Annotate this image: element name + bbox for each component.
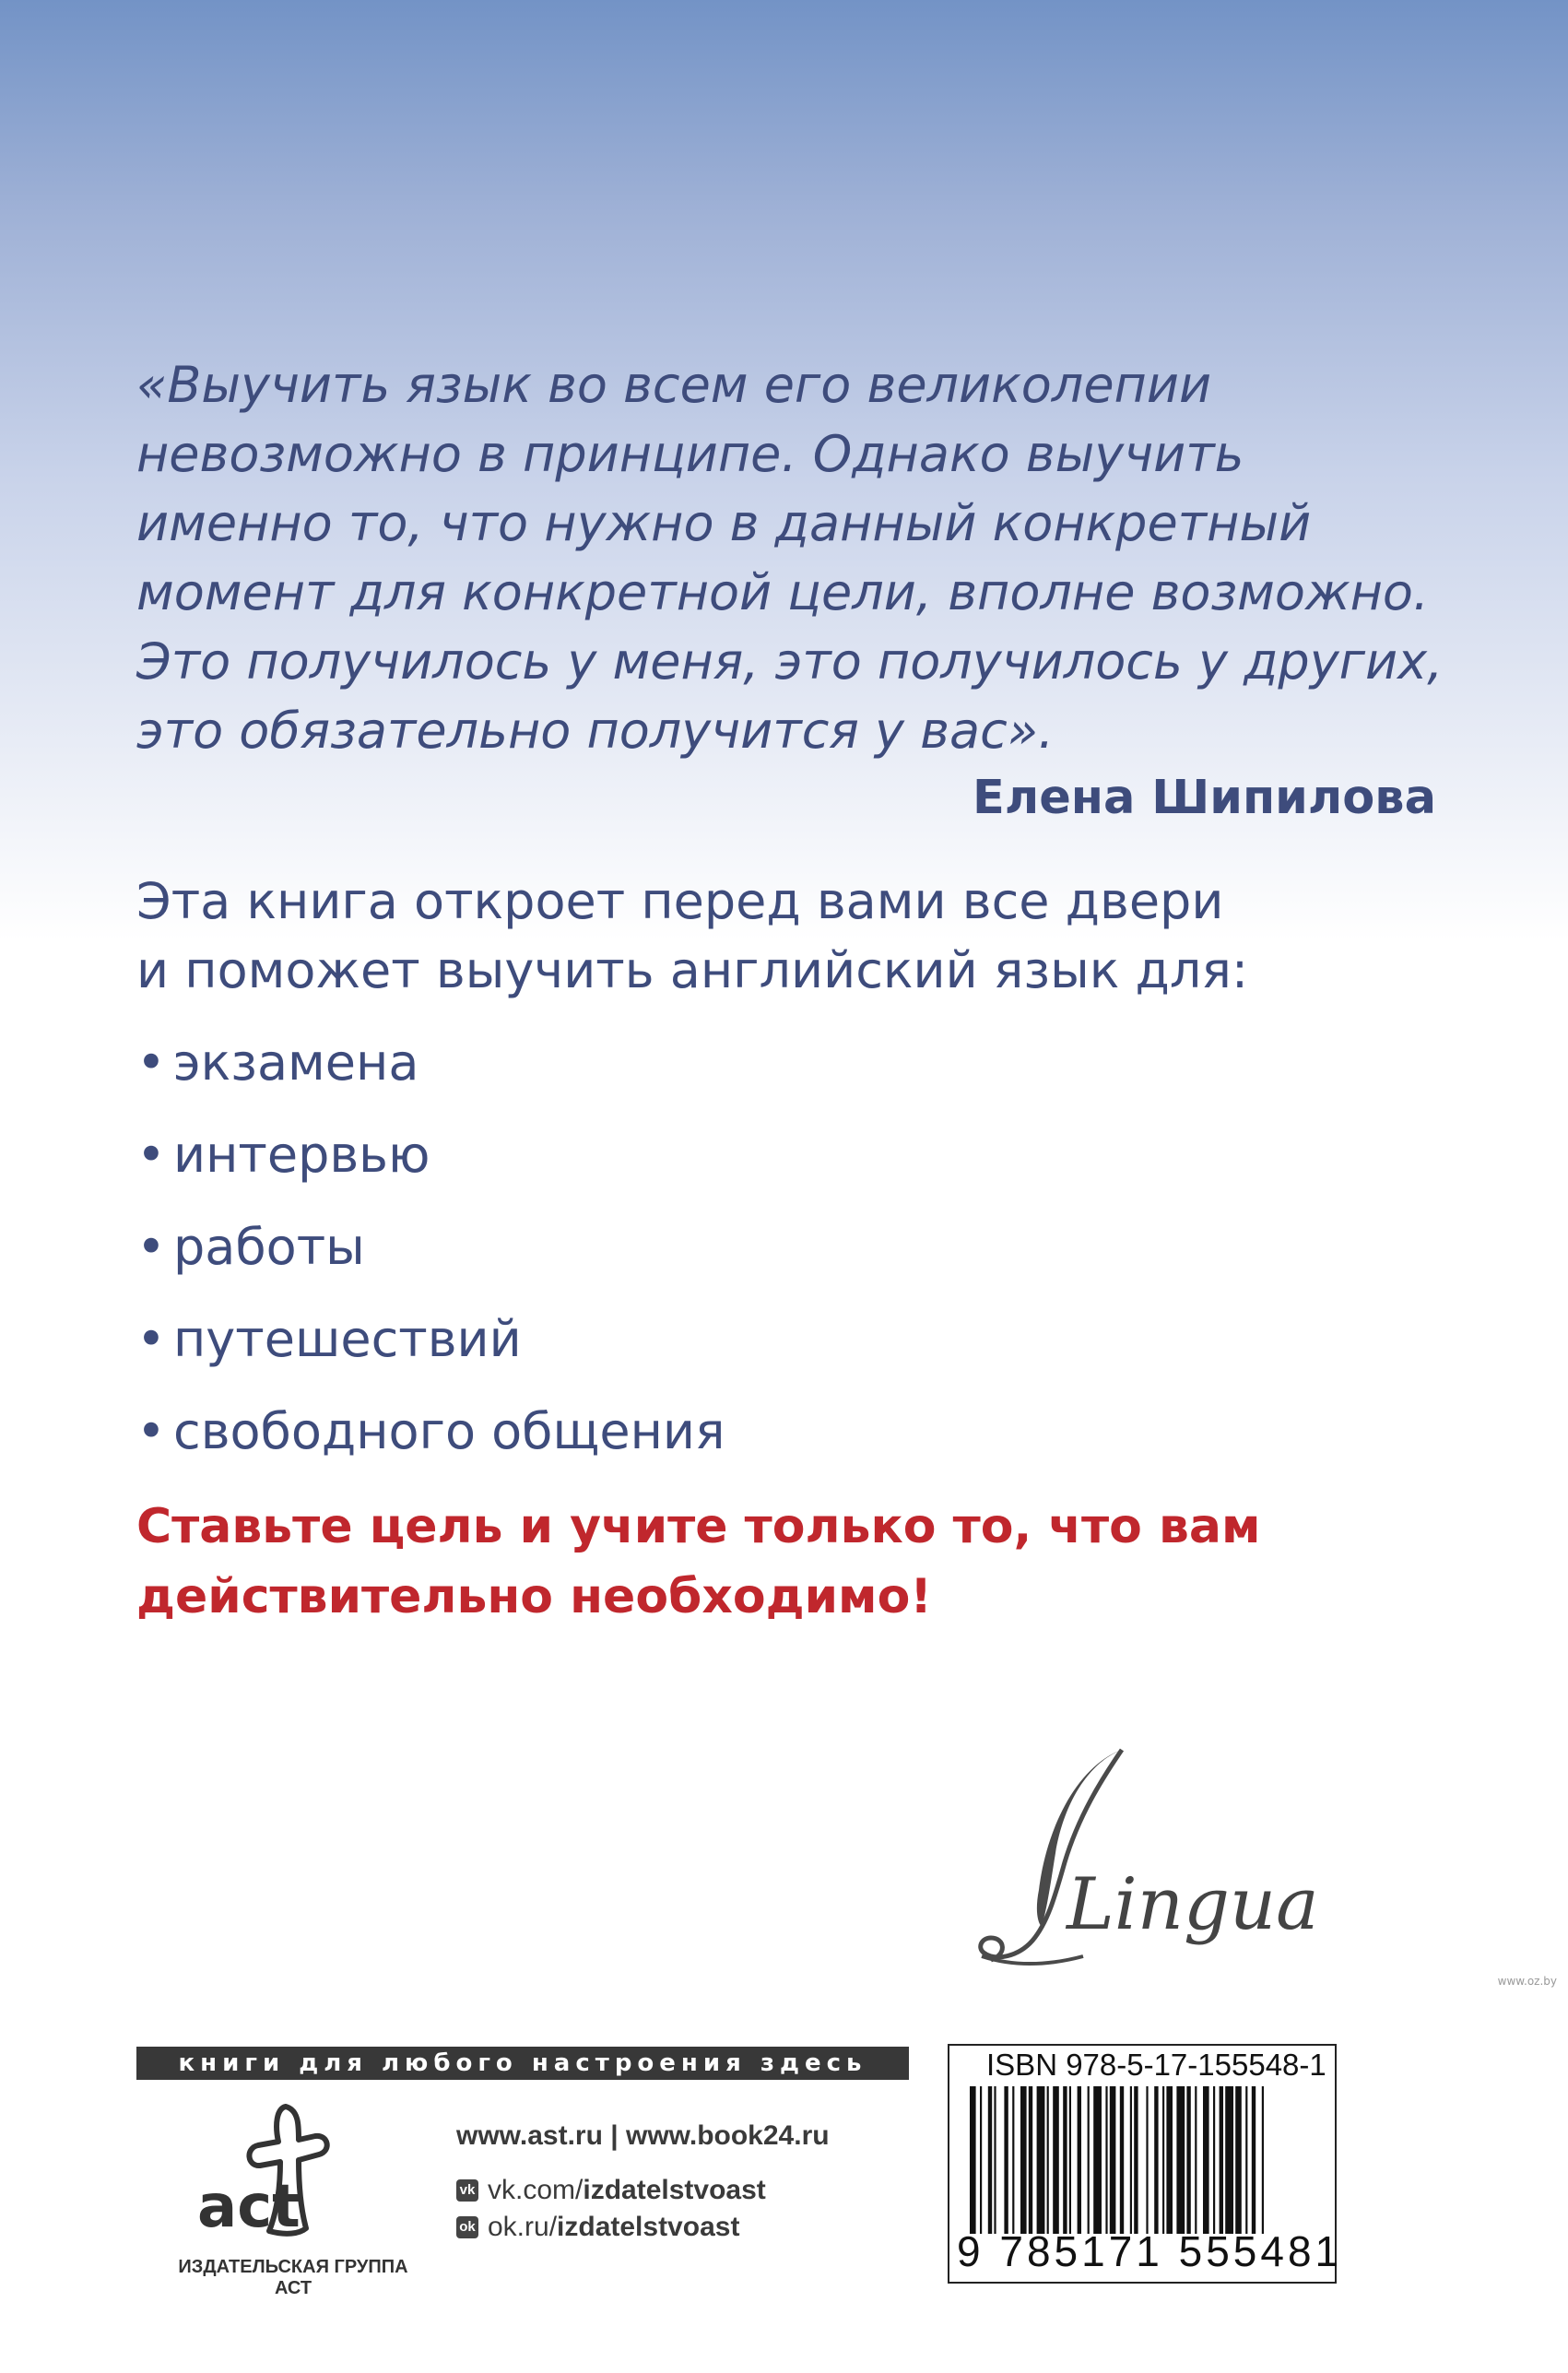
- intro-text: [136, 867, 1445, 1005]
- barcode-bar: [1203, 2086, 1209, 2234]
- vk-link[interactable]: vk vk.com/ izdatelstvoast: [456, 2172, 830, 2209]
- barcode-bars: [961, 2086, 1324, 2234]
- ok-icon: ok: [456, 2216, 478, 2238]
- barcode-bar: [1134, 2086, 1138, 2234]
- lingua-text: Lingua: [1067, 1863, 1319, 1946]
- quote-line: именно то, что нужно в данный конкретный: [136, 494, 1312, 552]
- publisher-name: ИЗДАТЕЛЬСКАЯ ГРУППА АСТ: [178, 2257, 408, 2298]
- isbn-barcode: [948, 2044, 1343, 2284]
- barcode-bar: [1110, 2086, 1116, 2234]
- bullet-icon: •: [136, 1126, 166, 1184]
- cta-line: действительно необходимо!: [136, 1569, 933, 1624]
- barcode-bar: [1012, 2086, 1014, 2234]
- list-item: • работы: [136, 1212, 725, 1305]
- bullet-icon: •: [136, 1033, 166, 1092]
- list-item: • интервью: [136, 1120, 725, 1212]
- barcode-bar: [1130, 2086, 1132, 2234]
- lingua-series-logo: [963, 1742, 1323, 1973]
- barcode-bar: [1053, 2086, 1059, 2234]
- website-links[interactable]: www.ast.ru | www.book24.ru: [456, 2120, 830, 2151]
- barcode-bar: [1078, 2086, 1081, 2234]
- quote-block: [136, 350, 1445, 765]
- barcode-digits: 9 785171 555481: [957, 2227, 1343, 2275]
- quote-line: «Выучить язык во всем его великолепии: [136, 356, 1212, 414]
- barcode-bar: [988, 2086, 992, 2234]
- ok-link[interactable]: ok ok.ru/ izdatelstvoast: [456, 2209, 830, 2246]
- quote-line: это обязательно получится у вас».: [136, 702, 1055, 760]
- barcode-bar: [1088, 2086, 1090, 2234]
- svg-text:act: act: [197, 2173, 301, 2241]
- barcode-bar: [1004, 2086, 1008, 2234]
- intro-line: Эта книга откроет перед вами все двери: [136, 872, 1224, 930]
- quote-line: невозможно в принципе. Однако выучить: [136, 425, 1244, 483]
- barcode-bar: [1037, 2086, 1045, 2234]
- quote-line: момент для конкретной цели, вполне возможно.: [136, 563, 1430, 621]
- intro-line: и поможет выучить английский язык для:: [136, 941, 1249, 999]
- barcode-bar: [1069, 2086, 1071, 2234]
- watermark: www.oz.by: [1497, 1975, 1557, 1988]
- barcode-bar: [1245, 2086, 1247, 2234]
- barcode-bar: [1063, 2086, 1067, 2234]
- ast-publisher-logo: [184, 2097, 387, 2245]
- purpose-list: [136, 1028, 725, 1489]
- barcode-bar: [1146, 2086, 1148, 2234]
- barcode-bar: [1195, 2086, 1197, 2234]
- bullet-icon: •: [136, 1402, 166, 1460]
- barcode-bar: [1047, 2086, 1049, 2234]
- quote-author: Елена Шипилова: [973, 771, 1436, 825]
- barcode-bar: [1252, 2086, 1256, 2234]
- barcode-bar: [1120, 2086, 1124, 2234]
- vk-icon: vk: [456, 2179, 478, 2202]
- bullet-icon: •: [136, 1310, 166, 1368]
- barcode-bar: [1166, 2086, 1173, 2234]
- barcode-bar: [1235, 2086, 1242, 2234]
- barcode-bar: [1186, 2086, 1190, 2234]
- barcode-bar: [1213, 2086, 1215, 2234]
- barcode-bar: [1162, 2086, 1164, 2234]
- barcode-bar: [1029, 2086, 1032, 2234]
- barcode-bar: [1225, 2086, 1233, 2234]
- cta-line: Ставьте цель и учите только то, что вам: [136, 1499, 1261, 1554]
- slogan-banner: книги для любого настроения здесь: [136, 2047, 909, 2080]
- barcode-bar: [1176, 2086, 1185, 2234]
- barcode-bar: [1093, 2086, 1102, 2234]
- publisher-links: [456, 2120, 830, 2246]
- bullet-icon: •: [136, 1218, 166, 1276]
- barcode-bar: [1105, 2086, 1107, 2234]
- barcode-bar: [1220, 2086, 1223, 2234]
- barcode-bar: [994, 2086, 996, 2234]
- barcode-bar: [1020, 2086, 1027, 2234]
- list-item: • свободного общения: [136, 1397, 725, 1489]
- list-item: • путешествий: [136, 1305, 725, 1397]
- call-to-action: [136, 1492, 1445, 1632]
- barcode-bar: [1262, 2086, 1264, 2234]
- barcode-bar: [970, 2086, 976, 2234]
- barcode-bar: [980, 2086, 982, 2234]
- isbn-number: ISBN 978-5-17-155548-1: [986, 2048, 1326, 2082]
- quote-line: Это получилось у меня, это получилось у других,: [136, 632, 1444, 691]
- barcode-bar: [1154, 2086, 1158, 2234]
- list-item: • экзамена: [136, 1028, 725, 1120]
